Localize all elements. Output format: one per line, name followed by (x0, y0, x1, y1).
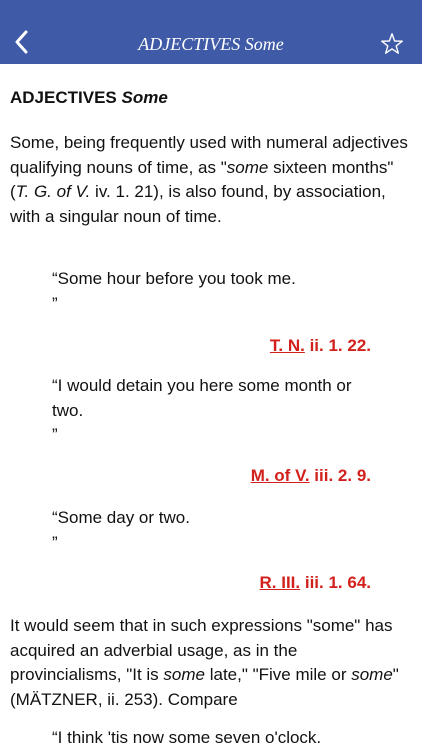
citation-link[interactable]: R. III. (259, 573, 301, 592)
quote-4 (52, 726, 372, 750)
quote-text: “Some hour before you took me. (52, 269, 296, 288)
navigation-bar (0, 0, 422, 64)
citation-3 (260, 573, 372, 593)
citation-location: iii. 2. 9. (309, 466, 371, 485)
chevron-left-icon (14, 30, 28, 54)
citation-2 (251, 466, 371, 486)
para-text: iv. 1. 21), is also found, by association, with a singular noun of time. (10, 182, 386, 226)
quote-text: “I would detain you here some month or two. (52, 376, 352, 420)
quote-2 (52, 374, 372, 448)
quote-text: “I think 'tis now some seven o'clock. (52, 728, 322, 747)
quote-1 (52, 267, 372, 316)
page-title: ADJECTIVES Some (138, 33, 284, 54)
heading-italic-text: Some (121, 88, 168, 107)
para-text: Some, being frequently used with numeral adjectives qualifying nouns of time, as " (10, 133, 408, 177)
citation-link[interactable]: M. of V. (250, 466, 310, 485)
para-text: late," "Five mile or (204, 665, 352, 684)
para-text: It would seem that in such expressions "some" has acquired an adverbial usage, as in the provincialisms, "It is (10, 616, 393, 684)
quote-3 (52, 506, 372, 555)
para-text: sixteen months" ( (10, 157, 394, 201)
para-italic-text: T. G. of V. (15, 182, 91, 201)
quote-text: “Some day or two. (52, 508, 190, 527)
citation-location: ii. 1. 22. (304, 336, 371, 355)
para-italic-text: some (163, 665, 205, 684)
favorite-button[interactable] (372, 24, 412, 64)
para-text: " (MÄTZNER, ii. 253). Compare (10, 665, 399, 709)
citation-link[interactable]: T. N. (269, 336, 305, 355)
star-outline-icon (380, 32, 404, 56)
article-content[interactable] (0, 64, 422, 750)
heading-text: ADJECTIVES (10, 88, 122, 107)
quote-close-mark: ” (52, 425, 58, 444)
citation-location: iii. 1. 64. (300, 573, 371, 592)
para-italic-text: some (226, 157, 269, 177)
citation-1 (270, 336, 371, 356)
paragraph-intro (10, 131, 408, 229)
paragraph-adverbial (10, 614, 408, 712)
quote-close-mark: ” (52, 293, 58, 313)
back-button[interactable] (6, 22, 36, 62)
quote-close-mark: ” (52, 532, 58, 552)
article-heading (10, 88, 168, 108)
para-italic-text: some (351, 665, 393, 684)
